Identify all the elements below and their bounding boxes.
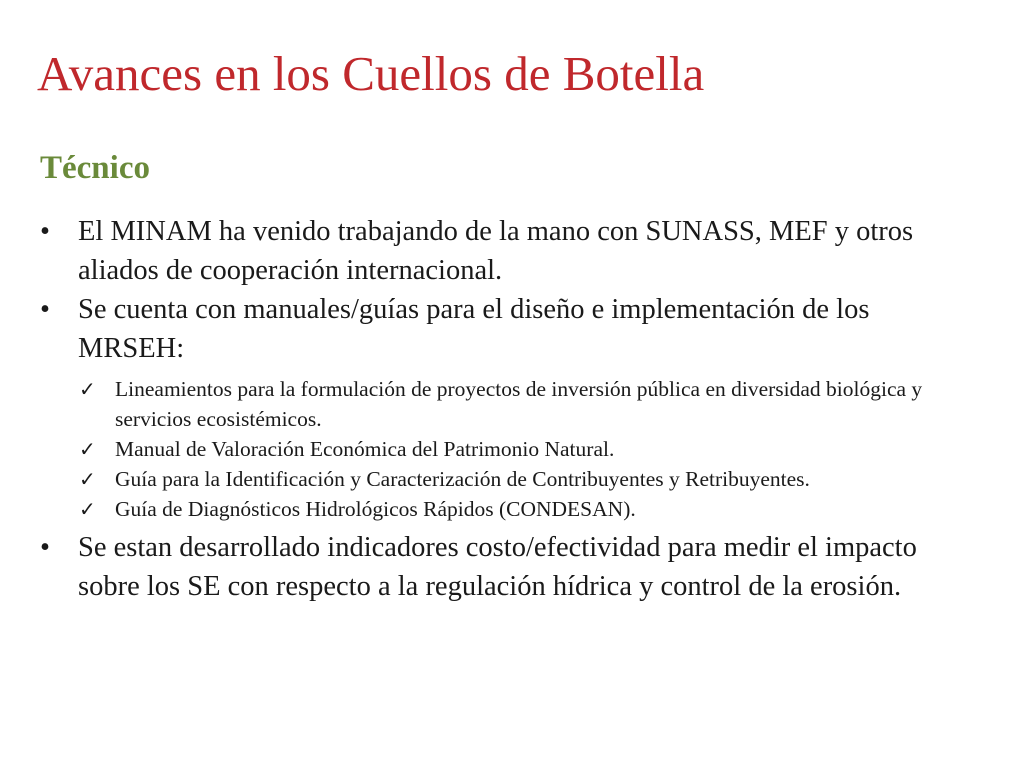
bullet-list — [40, 212, 940, 606]
bullet-icon: • — [40, 532, 50, 563]
bullet-item — [40, 528, 940, 606]
checkmark-icon: ✓ — [79, 497, 96, 521]
checklist-text: Manual de Valoración Económica del Patrimonio Natural. — [115, 437, 615, 461]
checkmark-icon: ✓ — [79, 437, 96, 461]
bullet-text: El MINAM ha venido trabajando de la mano con SUNASS, MEF y otros aliados de cooperación internacional. — [78, 216, 914, 286]
checklist-item — [78, 374, 940, 434]
checklist-text: Guía de Diagnósticos Hidrológicos Rápidos (CONDESAN). — [115, 497, 636, 521]
checklist-item — [78, 464, 940, 494]
checklist-item — [78, 494, 940, 524]
checkmark-icon: ✓ — [79, 467, 96, 491]
bullet-text: Se cuenta con manuales/guías para el diseño e implementación de los MRSEH: — [78, 294, 870, 364]
bullet-item — [40, 290, 940, 524]
bullet-item — [40, 212, 940, 290]
checklist — [78, 374, 940, 524]
bullet-text: Se estan desarrollado indicadores costo/efectividad para medir el impacto sobre los SE con respecto a la regulación hídrica y control de la erosión. — [78, 532, 917, 602]
slide-body — [40, 212, 940, 606]
checklist-text: Lineamientos para la formulación de proyectos de inversión pública en diversidad biológica y servicios ecosistémicos. — [115, 377, 923, 431]
slide-title: Avances en los Cuellos de Botella — [37, 46, 705, 101]
bullet-icon: • — [40, 216, 50, 247]
bullet-icon: • — [40, 294, 50, 325]
slide-subtitle: Técnico — [40, 150, 150, 186]
checkmark-icon: ✓ — [79, 377, 96, 401]
checklist-text: Guía para la Identificación y Caracterización de Contribuyentes y Retribuyentes. — [115, 467, 810, 491]
checklist-item — [78, 434, 940, 464]
